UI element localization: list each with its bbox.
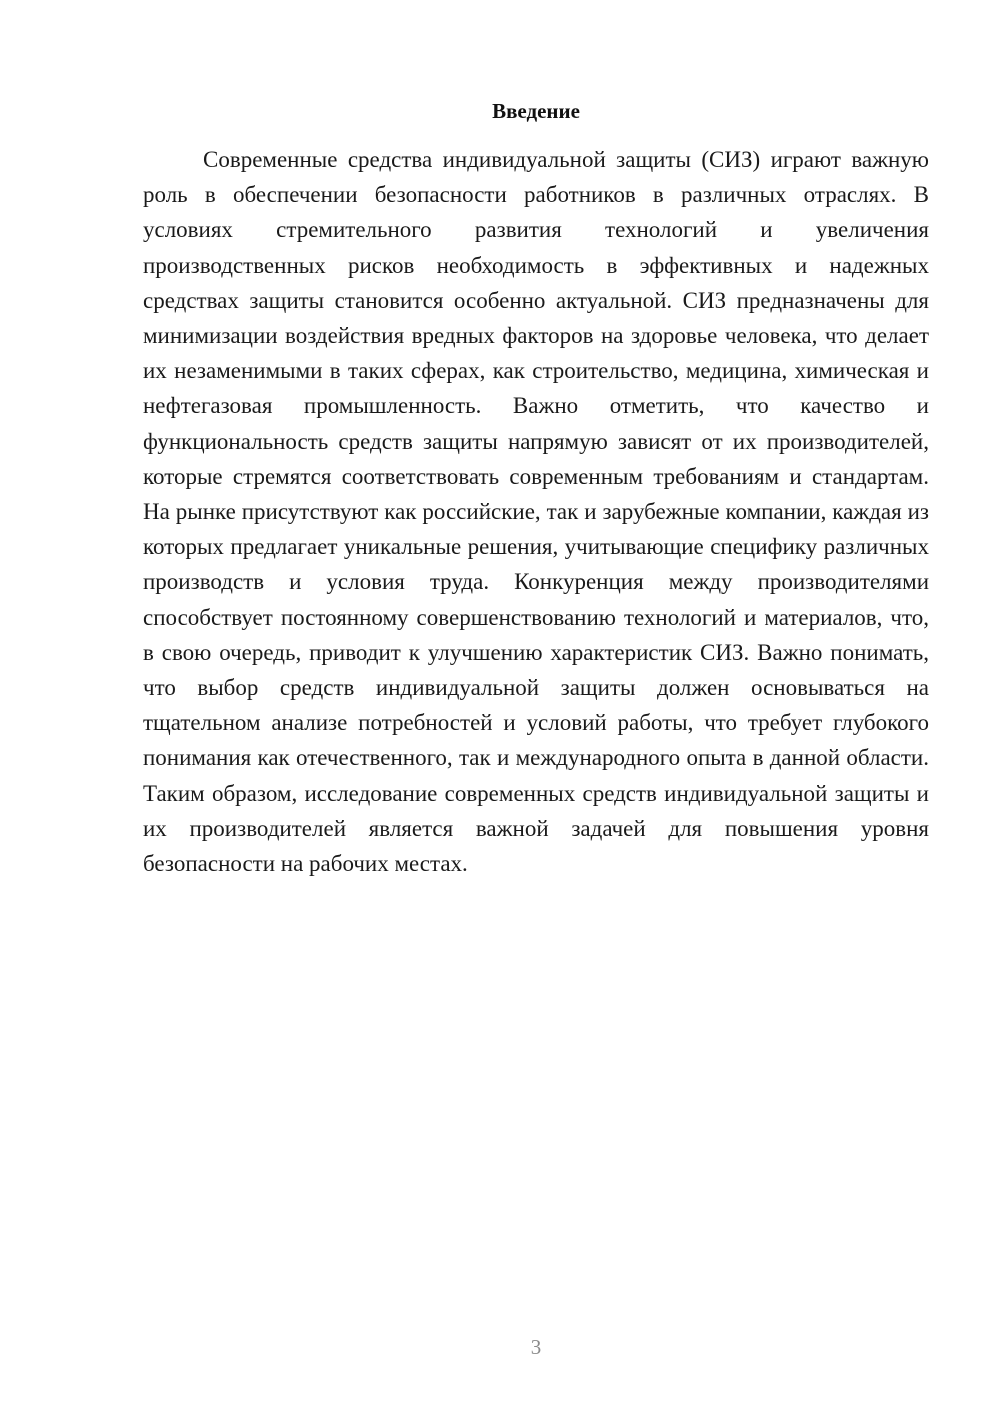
intro-paragraph: Современные средства индивидуальной защиты (СИЗ) играют важную роль в обеспечении безопасности работников в различных отраслях. В условиях стремительного развития технологий и увеличения производственных рисков необходимость в эффективных и надежных средствах защиты становится особенно актуальной. СИЗ предназначены для минимизации воздействия вредных факторов на здоровье человека, что делает их незаменимыми в таких сферах, как строительство, медицина, химическая и нефтегазовая промышленность. Важно отметить, что качество и функциональность средств защиты напрямую зависят от их производителей, которые стремятся соответствовать современным требованиям и стандартам. На рынке присутствуют как российские, так и зарубежные компании, каждая из которых предлагает уникальные решения, учитывающие специфику различных производств и условия труда. Конкуренция между производителями способствует постоянному совершенствованию технологий и материалов, что, в свою очередь, приводит к улучшению характеристик СИЗ. Важно понимать, что выбор средств индивидуальной защиты должен основываться на тщательном анализе потребностей и условий работы, что требует глубокого понимания как отечественного, так и международного опыта в данной области. Таким образом, исследование современных средств индивидуальной защиты и их производителей является важной задачей для повышения уровня безопасности на рабочих местах.: [143, 147, 929, 877]
page-number: 3: [530, 1335, 542, 1359]
section-heading: Введение: [492, 99, 580, 123]
